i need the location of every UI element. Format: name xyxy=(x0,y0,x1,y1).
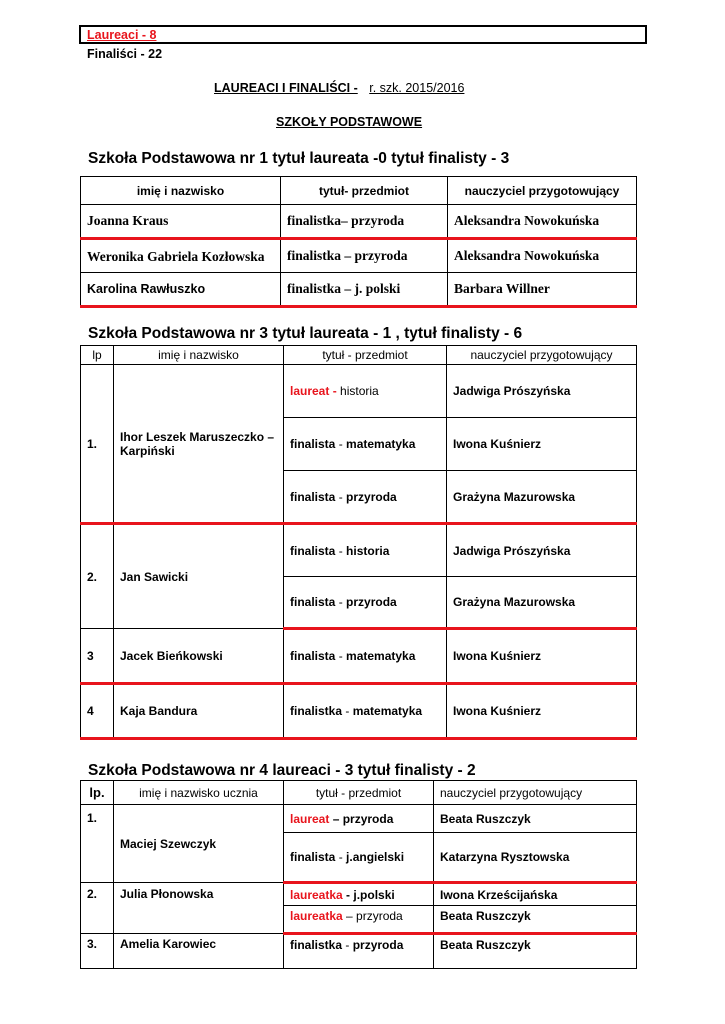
summary-laureaci: Laureaci - 8 xyxy=(87,28,157,42)
student-name: Ihor Leszek Maruszeczko – Karpiński xyxy=(114,365,284,524)
col-name: imię i nazwisko xyxy=(81,177,281,205)
table-row xyxy=(81,205,637,239)
student-lp: 3. xyxy=(81,934,114,969)
student-lp: 1. xyxy=(81,805,114,883)
student-teacher: Grażyna Mazurowska xyxy=(447,471,637,524)
student-teacher: Iwona Kuśnierz xyxy=(447,684,637,739)
title-sub: SZKOŁY PODSTAWOWE xyxy=(276,115,423,129)
student-name: Jan Sawicki xyxy=(114,524,284,629)
col-teacher: nauczyciel przygotowujący xyxy=(448,177,637,205)
student-title: finalistka – przyroda xyxy=(281,239,448,273)
student-title: laureat - historia xyxy=(284,365,447,418)
table-row xyxy=(81,883,637,906)
student-name: Kaja Bandura xyxy=(114,684,284,739)
student-title: finalista - przyroda xyxy=(284,577,447,629)
student-lp: 3 xyxy=(81,629,114,684)
student-teacher: Beata Ruszczyk xyxy=(434,906,637,934)
student-name: Karolina Rawłuszko xyxy=(81,273,281,307)
student-teacher: Jadwiga Prószyńska xyxy=(447,524,637,577)
col-lp: lp. xyxy=(81,781,114,805)
school3-heading: Szkoła Podstawowa nr 3 tytuł laureata - 1 , tytuł finalisty - 6 xyxy=(88,325,523,342)
col-title: tytuł - przedmiot xyxy=(284,781,434,805)
student-teacher: Aleksandra Nowokuńska xyxy=(448,205,637,239)
school4-heading: Szkoła Podstawowa nr 4 laureaci - 3 tytuł finalisty - 2 xyxy=(88,762,476,779)
col-teacher: nauczyciel przygotowujący xyxy=(447,346,637,365)
student-title: laureatka - j.polski xyxy=(284,883,434,906)
student-title: finalistka - przyroda xyxy=(284,934,434,969)
student-name: Jacek Bieńkowski xyxy=(114,629,284,684)
student-name: Amelia Karowiec xyxy=(114,934,284,969)
table-row xyxy=(81,934,637,969)
status-laureat: laureat xyxy=(290,384,330,398)
table-row xyxy=(81,273,637,307)
student-title: finalistka– przyroda xyxy=(281,205,448,239)
student-teacher: Iwona Kuśnierz xyxy=(447,629,637,684)
student-title: finalista - historia xyxy=(284,524,447,577)
table-row xyxy=(81,684,637,739)
student-title: finalista - matematyka xyxy=(284,629,447,684)
col-teacher: nauczyciel przygotowujący xyxy=(434,781,637,805)
student-teacher: Aleksandra Nowokuńska xyxy=(448,239,637,273)
student-teacher: Beata Ruszczyk xyxy=(434,934,637,969)
table-row xyxy=(81,239,637,273)
student-teacher: Beata Ruszczyk xyxy=(434,805,637,833)
table-row xyxy=(81,524,637,577)
col-name: imię i nazwisko ucznia xyxy=(114,781,284,805)
student-title: finalistka – j. polski xyxy=(281,273,448,307)
student-teacher: Iwona Kuśnierz xyxy=(447,418,637,471)
student-name: Julia Płonowska xyxy=(114,883,284,934)
col-title: tytuł - przedmiot xyxy=(284,346,447,365)
col-name: imię i nazwisko xyxy=(114,346,284,365)
student-teacher: Barbara Willner xyxy=(448,273,637,307)
student-teacher: Jadwiga Prószyńska xyxy=(447,365,637,418)
student-title: laureat – przyroda xyxy=(284,805,434,833)
student-title: finalista - przyroda xyxy=(284,471,447,524)
table-row xyxy=(81,805,637,833)
student-name: Joanna Kraus xyxy=(81,205,281,239)
col-title: tytuł- przedmiot xyxy=(281,177,448,205)
student-name: Weronika Gabriela Kozłowska xyxy=(81,239,281,273)
student-lp: 1. xyxy=(81,365,114,524)
school1-table xyxy=(80,176,637,308)
student-teacher: Grażyna Mazurowska xyxy=(447,577,637,629)
student-lp: 2. xyxy=(81,883,114,934)
student-title: finalista - j.angielski xyxy=(284,833,434,883)
summary-finalisci: Finaliści - 22 xyxy=(87,47,163,61)
student-title: laureatka – przyroda xyxy=(284,906,434,934)
student-lp: 4 xyxy=(81,684,114,739)
table-row xyxy=(81,365,637,418)
student-teacher: Iwona Krześcijańska xyxy=(434,883,637,906)
student-lp: 2. xyxy=(81,524,114,629)
summary-box xyxy=(79,25,647,44)
school4-table xyxy=(80,780,637,969)
table-row xyxy=(81,629,637,684)
title-main: LAUREACI I FINALIŚCI - xyxy=(214,81,358,95)
col-lp: lp xyxy=(81,346,114,365)
student-teacher: Katarzyna Rysztowska xyxy=(434,833,637,883)
student-title: finalistka - matematyka xyxy=(284,684,447,739)
document-title xyxy=(214,81,464,95)
title-year: r. szk. 2015/2016 xyxy=(369,81,465,95)
student-title: finalista - matematyka xyxy=(284,418,447,471)
student-name: Maciej Szewczyk xyxy=(114,805,284,883)
school1-heading: Szkoła Podstawowa nr 1 tytuł laureata -0 tytuł finalisty - 3 xyxy=(88,150,510,167)
school3-table xyxy=(80,345,637,740)
